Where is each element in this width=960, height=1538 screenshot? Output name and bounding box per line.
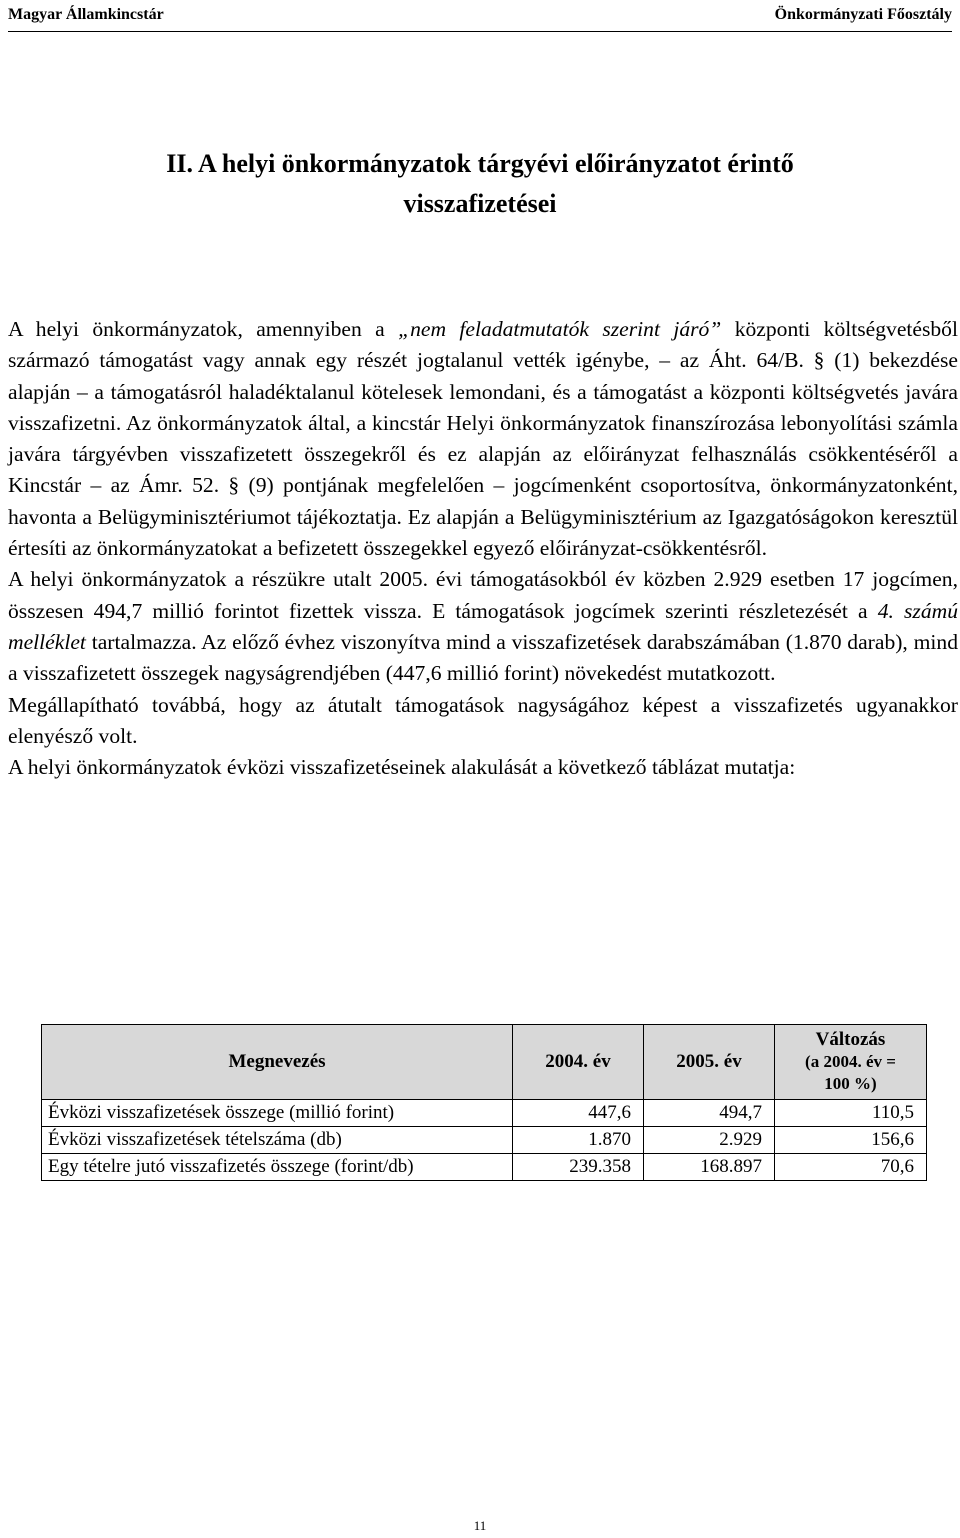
section-title: [60, 144, 900, 224]
th-2005: 2005. év: [644, 1025, 775, 1100]
paragraph-2: [8, 564, 958, 689]
paragraph-3: Megállapítható továbbá, hogy az átutalt támogatások nagyságához képest a visszafizetés ugyanakkor elenyésző volt.: [8, 692, 958, 748]
header-rule: [8, 31, 952, 32]
table-row: [42, 1154, 927, 1181]
th-name: Megnevezés: [42, 1025, 513, 1100]
cell-2005: 494,7: [644, 1100, 775, 1127]
header-left-org: Magyar Államkincstár: [8, 6, 164, 23]
cell-change: 156,6: [775, 1127, 927, 1154]
refunds-table-wrap: [41, 1024, 927, 1181]
th-change-line3: 100 %): [824, 1074, 877, 1093]
title-line-2: visszafizetései: [403, 189, 557, 218]
p2-text-a: A helyi önkormányzatok a részükre utalt 2005. évi támogatásokból év közben 2.929 esetben 17 jogcímen, összesen 494,7 millió forintot fizettek vissza. E támogatások jogcímek szerinti részletezését a: [8, 567, 958, 623]
th-change-line2: (a 2004. év =: [805, 1052, 896, 1071]
cell-change: 110,5: [775, 1100, 927, 1127]
paragraph-1: [8, 314, 958, 564]
title-line-1: II. A helyi önkormányzatok tárgyévi előirányzatot érintő: [166, 149, 794, 178]
p1-text-a: A helyi önkormányzatok, amennyiben a: [8, 317, 399, 341]
cell-name: Egy tételre jutó visszafizetés összege (forint/db): [42, 1154, 513, 1181]
p2-text-b: tartalmazza. Az előző évhez viszonyítva mind a visszafizetések darabszámában (1.870 darab), mind a visszafizetett összegek nagyságrendjében (447,6 millió forint) növekedést mutatkozott.: [8, 629, 958, 686]
refunds-table: [41, 1024, 927, 1181]
p1-text-b: központi költségvetésből származó támogatást vagy annak egy részét jogtalanul vették igénybe, – az Áht. 64/B. § (1) bekezdése alapján – a támogatásról haladéktalanul kötelesek lemondani, és a támogatást a központi költségvetés javára visszafizetni. Az önkormányzatok által, a kincstár Helyi önkormányzatok finanszírozása lebonyolítási számla javára tárgyévben visszafizetett összegekről és ez alapján az előirányzat felhasználás csökkentéséről a Kincstár – az Ámr. 52. § (9) pontjának megfelelően – jogcímenként csoportosítva, önkormányzatonként, havonta a Belügyminisztériumot tájékoztatja. Ez alapján a Belügyminisztérium az Igazgatóságokon keresztül értesíti az önkormányzatokat a befizetett összegekkel egyező előirányzat-csökkentésről.: [8, 317, 958, 561]
header-right-dept: Önkormányzati Főosztály: [774, 6, 952, 23]
paragraph-4: A helyi önkormányzatok évközi visszafizetéseinek alakulását a következő táblázat mutatja:: [8, 755, 796, 780]
cell-change: 70,6: [775, 1154, 927, 1181]
cell-2005: 168.897: [644, 1154, 775, 1181]
page-number: 11: [473, 1518, 487, 1533]
cell-2005: 2.929: [644, 1127, 775, 1154]
cell-2004: 447,6: [513, 1100, 644, 1127]
body-text: [8, 314, 958, 783]
cell-2004: 239.358: [513, 1154, 644, 1181]
table-header-row: [42, 1025, 927, 1100]
p1-italic: „nem feladatmutatók szerint járó”: [398, 317, 722, 341]
th-change: [775, 1025, 927, 1100]
th-2004: 2004. év: [513, 1025, 644, 1100]
cell-2004: 1.870: [513, 1127, 644, 1154]
cell-name: Évközi visszafizetések összege (millió forint): [42, 1100, 513, 1127]
page-header: [8, 4, 952, 34]
table-row: [42, 1100, 927, 1127]
th-change-line1: Változás: [815, 1029, 886, 1050]
table-row: [42, 1127, 927, 1154]
cell-name: Évközi visszafizetések tételszáma (db): [42, 1127, 513, 1154]
p2-italic: 4. számú melléklet: [8, 598, 959, 654]
